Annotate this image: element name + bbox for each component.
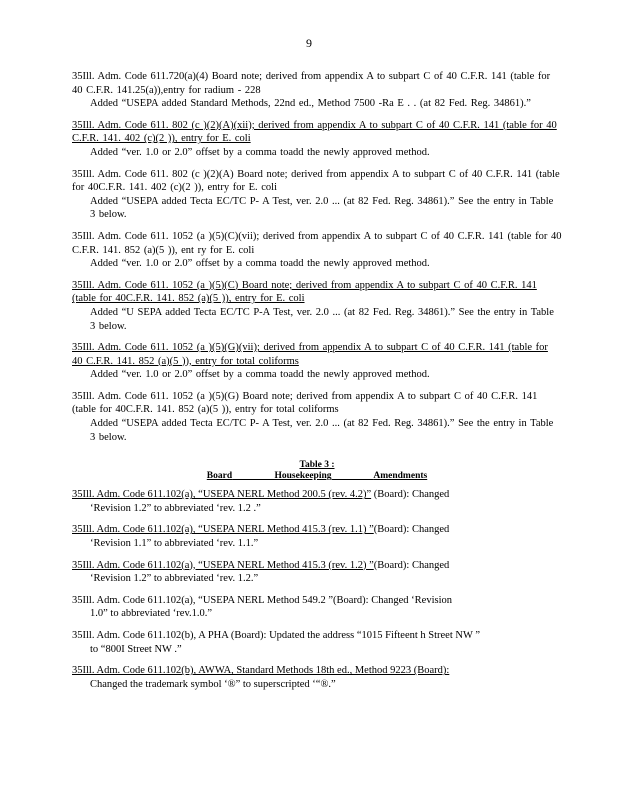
amendment-entries <box>72 70 562 444</box>
entry-note: Added “ver. 1.0 or 2.0” offset by a comma toadd the newly approved method. <box>90 146 430 158</box>
table-subtitle-left: Board <box>206 471 233 482</box>
entry-citation: 35Ill. Adm. Code 611. 1052 (a )(5)(G) Board note; derived from appendix A to subpart C of 40 C.F.R. 141 (table for 40C.F.R. 141. 852 (a)(5 )), entry for total coliforms <box>72 390 538 416</box>
entry-note: Added “USEPA added Tecta EC/TC P- A Test, ver. 2.0 ... (at 82 Fed. Reg. 34861).” See the entry in Table 3 below. <box>90 418 554 443</box>
table-title: Table 3 : <box>299 460 335 471</box>
entry-block <box>72 70 562 111</box>
table-subtitle <box>207 471 427 482</box>
entry-note: Added “ver. 1.0 or 2.0” offset by a comma toadd the newly approved method. <box>90 258 430 270</box>
housekeeping-description: (Board): Changed <box>373 524 450 536</box>
housekeeping-amendments <box>72 488 562 691</box>
entry-citation: 35Ill. Adm. Code 611. 1052 (a )(5)(C)(vii); derived from appendix A to subpart C of 40 C.F.R. 141 (table for 40 C.F.R. 141. 852 (a)(5 )), ent ry for E. coli <box>72 230 562 256</box>
entry-block <box>72 341 562 382</box>
entry-note: Added “ver. 1.0 or 2.0” offset by a comma toadd the newly approved method. <box>90 369 430 381</box>
housekeeping-line <box>72 524 449 535</box>
housekeeping-entry <box>72 664 562 691</box>
housekeeping-citation: 35Ill. Adm. Code 611.102(a), “USEPA NERL Method 200.5 (rev. 4.2)” <box>72 489 372 501</box>
entry-block <box>72 230 562 271</box>
entry-block <box>72 390 562 444</box>
entry-block <box>72 279 562 333</box>
housekeeping-description-continued: ‘Revision 1.1” to abbreviated ‘rev. 1.1.” <box>90 538 259 550</box>
housekeeping-line <box>72 595 452 606</box>
housekeeping-description-continued: ‘Revision 1.2” to abbreviated ‘rev. 1.2 .” <box>90 502 261 514</box>
housekeeping-entry <box>72 523 562 550</box>
entry-note: Added “USEPA added Standard Methods, 22nd ed., Method 7500 -Ra E . . (at 82 Fed. Reg. 34861).” <box>90 98 531 110</box>
housekeeping-entry <box>72 488 562 515</box>
page-content <box>72 70 562 699</box>
entry-citation: 35Ill. Adm. Code 611. 1052 (a )(5)(G)(vii); derived from appendix A to subpart C of 40 C.F.R. 141 (table for 40 C.F.R. 141. 852 (a)(5 )), entry for total coliforms <box>72 342 548 367</box>
housekeeping-citation: 35Ill. Adm. Code 611.102(a), “USEPA NERL Method 415.3 (rev. 1.2) ” <box>72 559 374 571</box>
housekeeping-description-continued: to “800I Street NW .” <box>90 643 182 655</box>
housekeeping-description: 35Ill. Adm. Code 611.102(b), A PHA (Board): Updated the address “1015 Fifteent h Street NW ” <box>72 630 480 641</box>
entry-note: Added “USEPA added Tecta EC/TC P- A Test, ver. 2.0 ... (at 82 Fed. Reg. 34861).” See the entry in Table 3 below. <box>90 195 554 221</box>
housekeeping-description: (Board): Changed <box>371 489 450 501</box>
housekeeping-line <box>72 630 480 641</box>
entry-citation: 35Ill. Adm. Code 611. 802 (c )(2)(A) Board note; derived from appendix A to subpart C of 40 C.F.R. 141 (table for 40C.F.R. 141. 402 (c)(2 )), entry for E. coli <box>72 168 560 194</box>
housekeeping-description-continued: Changed the trademark symbol ‘®” to superscripted ‘“®.” <box>90 678 336 690</box>
housekeeping-citation: 35Ill. Adm. Code 611.102(a), “USEPA NERL Method 415.3 (rev. 1.1) ” <box>72 524 374 536</box>
housekeeping-line <box>72 560 449 571</box>
table-heading <box>72 460 562 482</box>
table-subtitle-right: Amendments <box>373 471 428 482</box>
housekeeping-description: 35Ill. Adm. Code 611.102(a), “USEPA NERL Method 549.2 ”(Board): Changed ‘Revision <box>72 594 453 606</box>
entry-note: Added “U SEPA added Tecta EC/TC P-A Test, ver. 2.0 ... (at 82 Fed. Reg. 34861).” See the entry in Table 3 below. <box>90 306 554 332</box>
entry-citation: 35Ill. Adm. Code 611. 1052 (a )(5)(C) Board note; derived from appendix A to subpart C of 40 C.F.R. 141 (table for 40C.F.R. 141. 852 (a)(5 )), entry for E. coli <box>72 279 537 305</box>
housekeeping-line <box>72 665 449 676</box>
entry-block <box>72 168 562 222</box>
housekeeping-entry <box>72 594 562 621</box>
housekeeping-description-continued: ‘Revision 1.2” to abbreviated ‘rev. 1.2.” <box>90 573 259 585</box>
entry-citation: 35Ill. Adm. Code 611. 802 (c )(2)(A)(xii); derived from appendix A to subpart C of 40 C.F.R. 141 (table for 40 C.F.R. 141. 402 (c)(2 )), entry for E. coli <box>72 119 557 145</box>
housekeeping-entry <box>72 559 562 586</box>
table-subtitle-mid: Housekeeping <box>274 471 332 482</box>
entry-citation: 35Ill. Adm. Code 611.720(a)(4) Board note; derived from appendix A to subpart C of 40 C.F.R. 141 (table for 40 C.F.R. 141.25(a)),entry for radium - 228 <box>72 71 551 96</box>
housekeeping-citation: 35Ill. Adm. Code 611.102(b), AWWA, Standard Methods 18th ed., Method 9223 (Board): <box>72 665 450 677</box>
housekeeping-line <box>72 489 449 500</box>
entry-block <box>72 119 562 160</box>
housekeeping-description: (Board): Changed <box>373 559 450 571</box>
housekeeping-entry <box>72 629 562 656</box>
page-number: 9 <box>306 36 312 50</box>
housekeeping-description-continued: 1.0” to abbreviated ‘rev.1.0.” <box>90 608 213 620</box>
